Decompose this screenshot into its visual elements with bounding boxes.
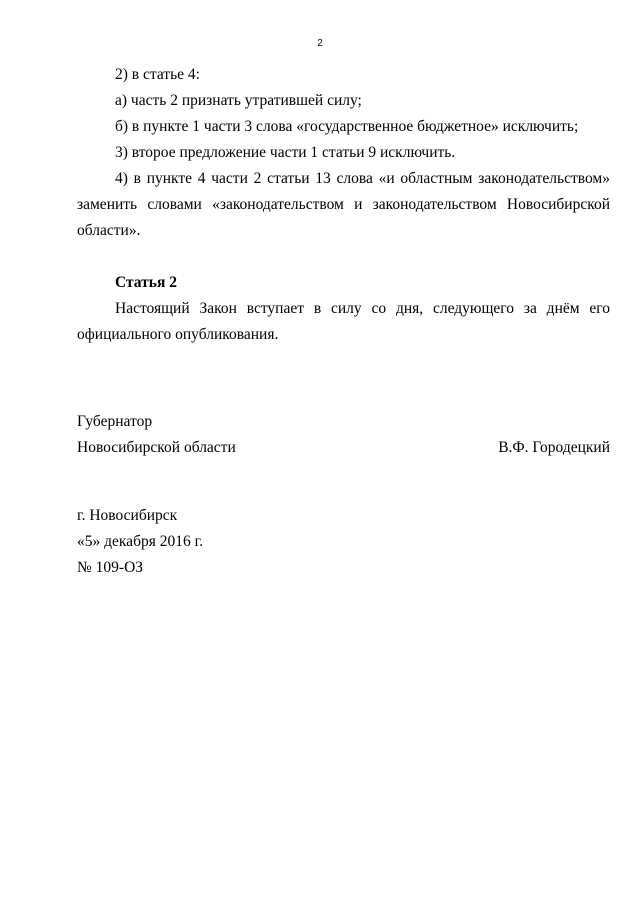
- page-number: 2: [317, 38, 323, 49]
- footer-date: «5» декабря 2016 г.: [77, 533, 204, 550]
- signature-name: В.Ф. Городецкий: [498, 439, 610, 456]
- article-2-text: [77, 296, 610, 348]
- amendment-item-4-line-2: заменить словами «законодательством и законодательством Новосибирской: [77, 196, 610, 213]
- footer-law-number: № 109-ОЗ: [77, 559, 144, 576]
- article-2-heading: Статья 2: [115, 274, 177, 291]
- amendment-item-2a: а) часть 2 признать утратившей силу;: [115, 92, 362, 109]
- amendment-item-2-header: 2) в статье 4:: [115, 66, 200, 83]
- amendment-item-3: 3) второе предложение части 1 статьи 9 исключить.: [115, 144, 456, 161]
- amendment-item-2b: б) в пункте 1 части 3 слова «государственное бюджетное» исключить;: [115, 118, 579, 135]
- footer-city: г. Новосибирск: [77, 507, 178, 524]
- amendment-item-4: [77, 166, 610, 244]
- signature-title-line-1: Губернатор: [77, 413, 153, 430]
- article-2-text-line-1: Настоящий Закон вступает в силу со дня, следующего за днём его: [115, 300, 610, 317]
- amendment-item-4-line-1: 4) в пункте 4 части 2 статьи 13 слова «и областным законодательством»: [115, 170, 610, 187]
- amendment-item-4-line-3: области».: [77, 222, 141, 239]
- signature-block: [77, 435, 610, 461]
- signature-title-line-2: Новосибирской области: [77, 439, 236, 456]
- article-2-text-line-2: официального опубликования.: [77, 326, 279, 343]
